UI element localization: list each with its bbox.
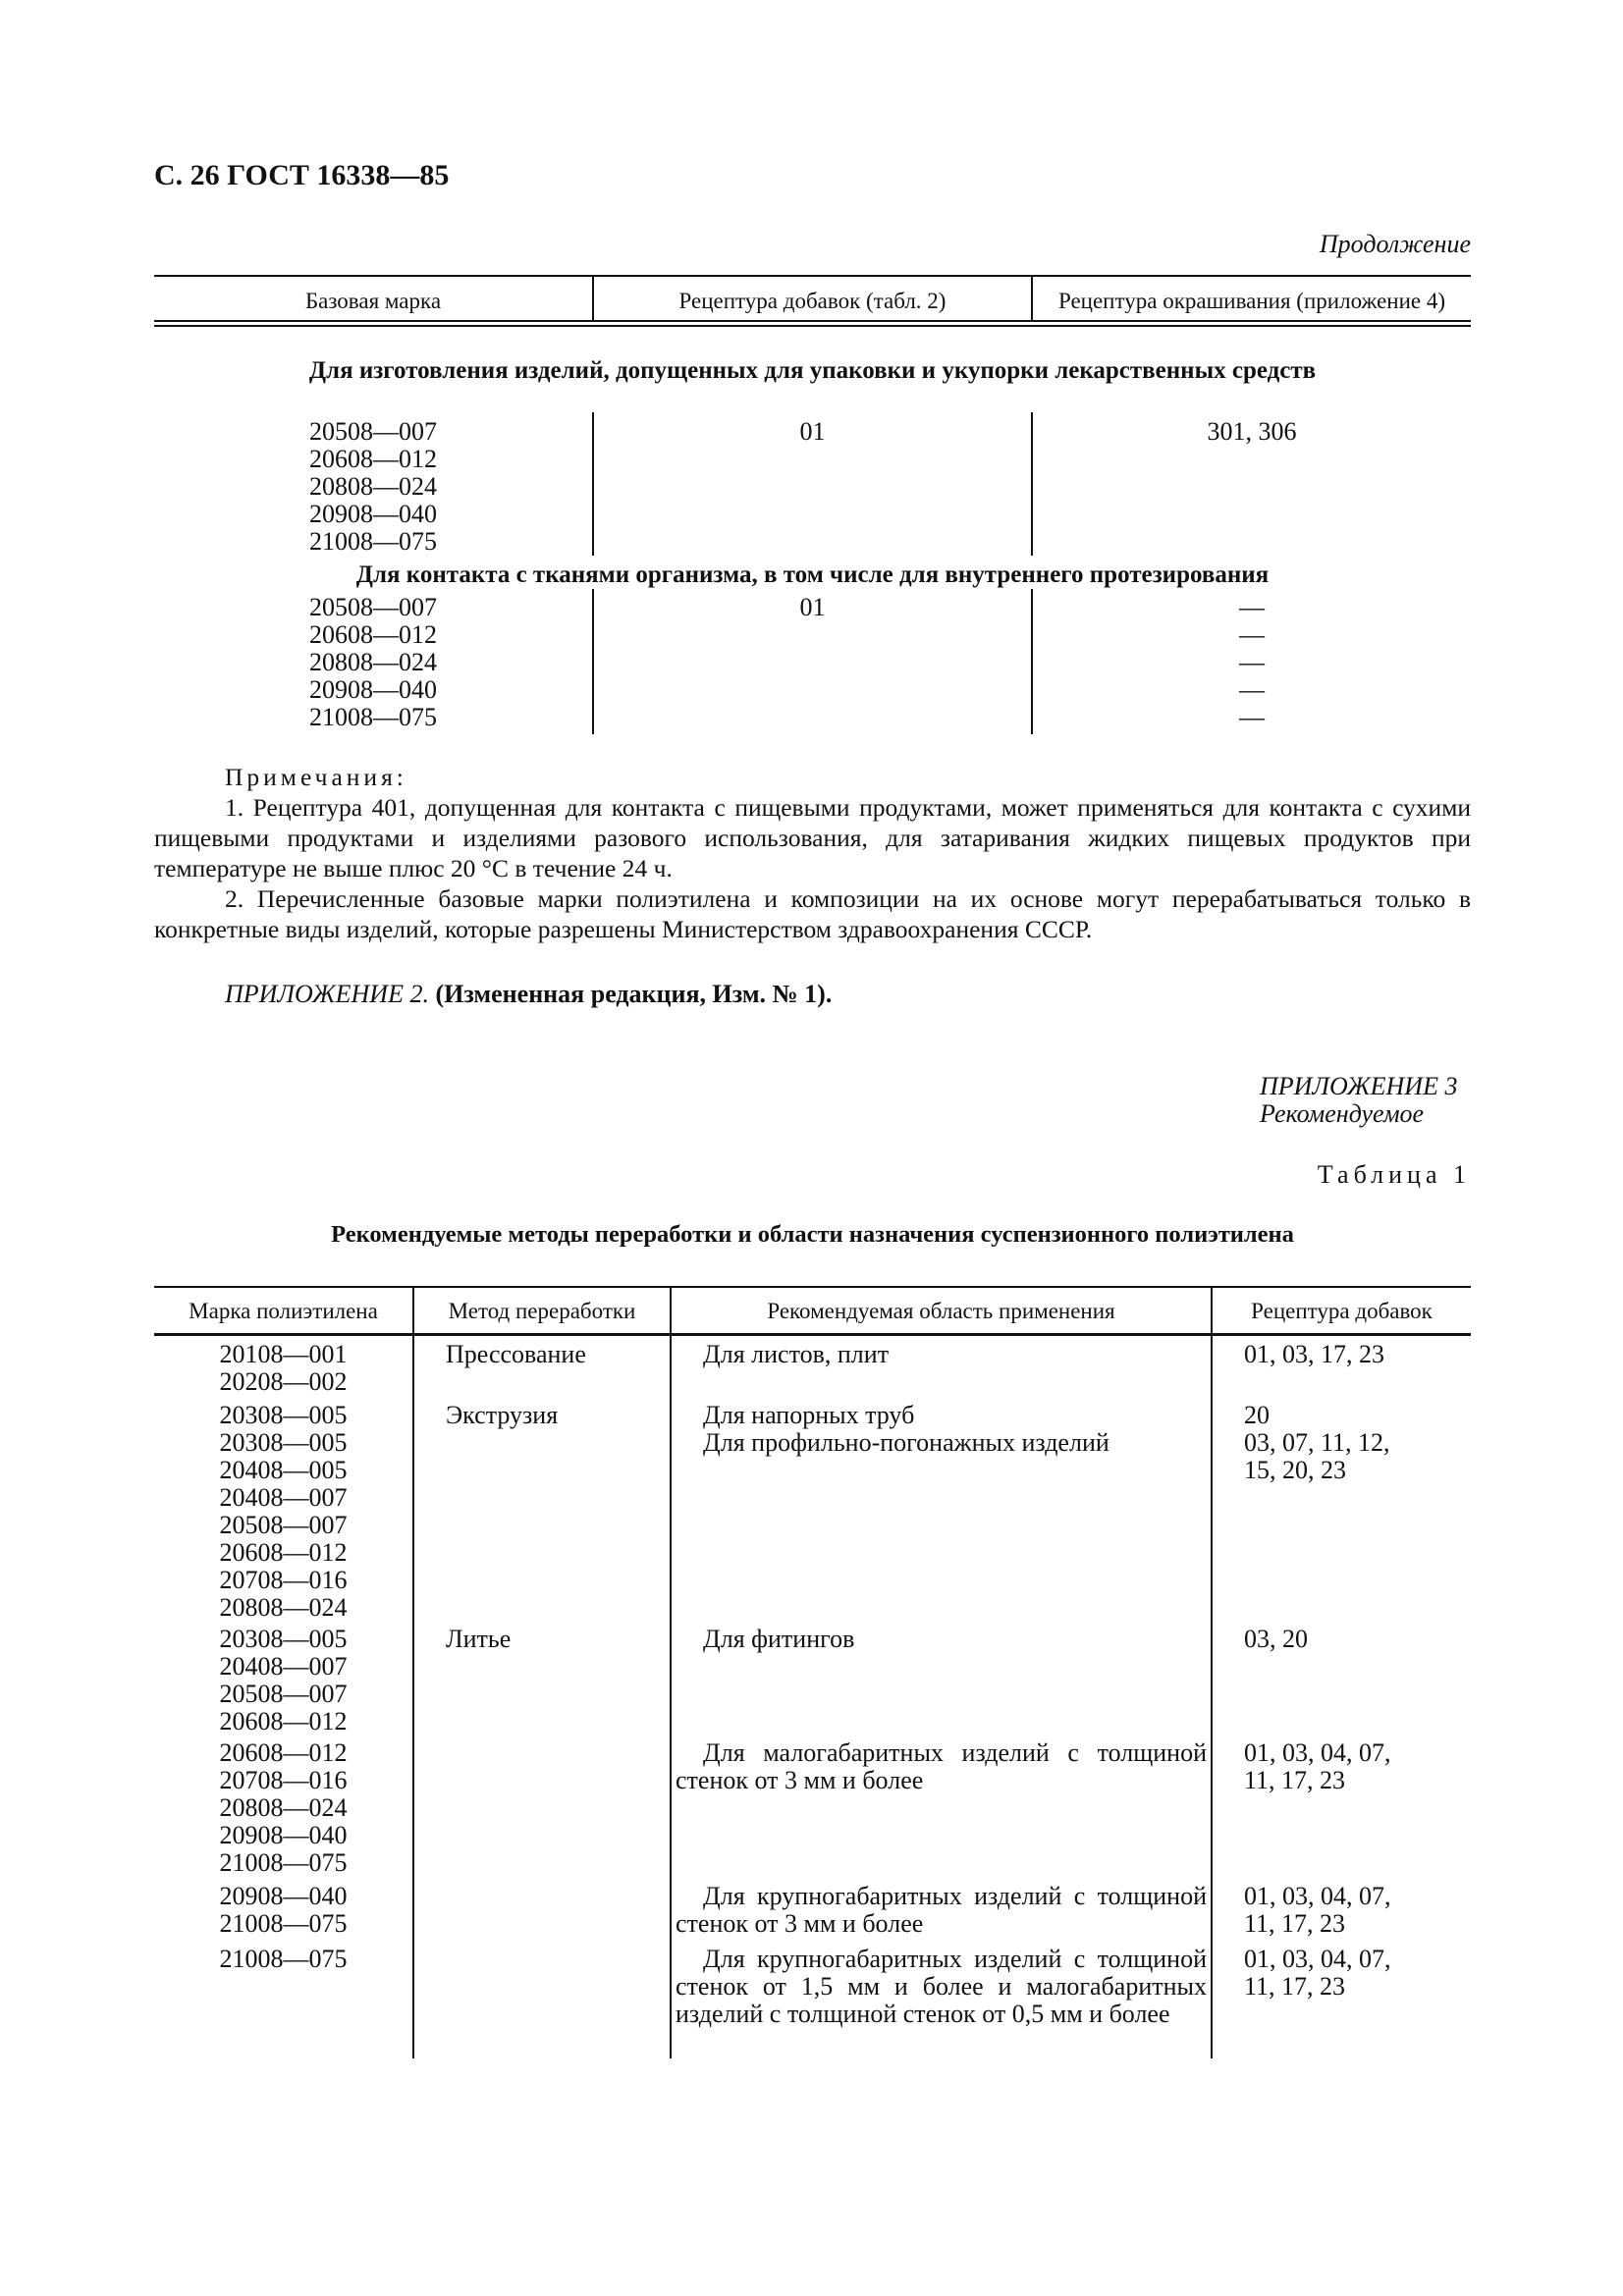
col-header-grade: Марка полиэтилена bbox=[189, 1299, 378, 1323]
section-title: Для контакта с тканями организма, в том числе для внутреннего протезирования bbox=[355, 561, 1270, 588]
table-header-rule bbox=[154, 325, 1471, 327]
appendix2-note bbox=[225, 980, 832, 1009]
col-header-additives: Рецептура добавок (табл. 2) bbox=[678, 289, 947, 313]
table-row-additives: 03, 20 bbox=[1244, 1625, 1308, 1653]
table-row-grades: 21008—075 bbox=[219, 1945, 348, 1973]
table-row-additives: 20 bbox=[1244, 1401, 1270, 1429]
grades-list: 20508—007 20608—012 20808—024 20908—040 21008—075 bbox=[309, 593, 437, 731]
table-label: Таблица 1 bbox=[1317, 1160, 1471, 1189]
appendix3-subtitle: Рекомендуемое bbox=[1260, 1099, 1425, 1128]
table-row-use: Для крупногабаритных изделий с толщиной стенок от 1,5 мм и более и малогабаритных изделий с толщиной стенок от 0,5 мм и более bbox=[676, 1945, 1207, 2028]
additives-value: 01 bbox=[799, 593, 826, 621]
continuation-label: Продолжение bbox=[1319, 230, 1471, 258]
col-header-additives: Рецептура добавок bbox=[1251, 1299, 1433, 1323]
col-header-use: Рекомендуемая область применения bbox=[767, 1299, 1115, 1323]
table-row-method: Литье bbox=[446, 1625, 512, 1653]
appendix2-label: ПРИЛОЖЕНИЕ 2. bbox=[225, 980, 429, 1008]
table-row-additives: 01, 03, 04, 07, 11, 17, 23 bbox=[1244, 1945, 1391, 2001]
note-item: 2. Перечисленные базовые марки полиэтилена и композиции на их основе могут перерабатываться только в конкретные виды изделий, которые разрешены Министерством здравоохранения СССР. bbox=[154, 884, 1471, 943]
col-header-method: Метод переработки bbox=[448, 1299, 636, 1323]
table2-divider bbox=[670, 1286, 672, 2058]
table-row-grades: 20908—040 21008—075 bbox=[219, 1882, 348, 1938]
notes-block bbox=[154, 762, 1471, 944]
table-row-additives: 03, 07, 11, 12, 15, 20, 23 bbox=[1244, 1428, 1390, 1484]
table2-header-rule bbox=[154, 1333, 1471, 1336]
table-row-additives: 01, 03, 17, 23 bbox=[1244, 1340, 1384, 1368]
table-row-grades: 20108—001 20208—002 bbox=[219, 1340, 348, 1396]
section-title: Для изготовления изделий, допущенных для упаковки и укупорки лекарственных средств bbox=[308, 357, 1317, 384]
table-row-use: Для крупногабаритных изделий с толщиной стенок от 3 мм и более bbox=[676, 1882, 1207, 1938]
table2-top-rule bbox=[154, 1286, 1471, 1288]
table-row-grades: 20308—005 20408—007 20508—007 20608—012 bbox=[219, 1625, 348, 1735]
col-header-coloring: Рецептура окрашивания (приложение 4) bbox=[1057, 289, 1446, 313]
table2-divider bbox=[412, 1286, 414, 2058]
appendix3-heading bbox=[1260, 1073, 1457, 1128]
appendix3-title: ПРИЛОЖЕНИЕ 3 bbox=[1260, 1072, 1458, 1100]
page-header: С. 26 ГОСТ 16338—85 bbox=[154, 159, 450, 191]
table-row-grades: 20608—012 20708—016 20808—024 20908—040 21008—075 bbox=[219, 1738, 348, 1877]
notes-heading: Примечания: bbox=[225, 763, 407, 791]
table-row-use: Для профильно-погонажных изделий bbox=[703, 1428, 1109, 1457]
table-row-use: Для малогабаритных изделий с толщиной стенок от 3 мм и более bbox=[676, 1738, 1207, 1794]
table-row-method: Прессование bbox=[446, 1340, 586, 1368]
grades-list: 20508—007 20608—012 20808—024 20908—040 21008—075 bbox=[309, 417, 437, 556]
additives-value: 01 bbox=[799, 417, 826, 446]
table-row-grades: 20308—005 20408—005 20408—007 20508—007 20608—012 20708—016 20808—024 bbox=[219, 1428, 348, 1622]
appendix2-text: (Измененная редакция, Изм. № 1). bbox=[435, 980, 833, 1008]
coloring-value: 301, 306 bbox=[1207, 417, 1297, 446]
table-row-additives: 01, 03, 04, 07, 11, 17, 23 bbox=[1244, 1738, 1391, 1794]
table-row-grades: 20308—005 bbox=[219, 1401, 348, 1429]
table-row-use: Для напорных труб bbox=[703, 1401, 915, 1429]
table-row-use: Для листов, плит bbox=[703, 1340, 890, 1368]
col-header-base-grade: Базовая марка bbox=[304, 289, 442, 313]
table-row-method: Экструзия bbox=[446, 1401, 559, 1429]
table-top-rule bbox=[154, 275, 1471, 277]
table-header-rule bbox=[154, 320, 1471, 322]
coloring-value: — — — — — bbox=[1239, 593, 1265, 731]
table-row-additives: 01, 03, 04, 07, 11, 17, 23 bbox=[1244, 1882, 1391, 1938]
table2-divider bbox=[1211, 1286, 1213, 2058]
table-row-use: Для фитингов bbox=[703, 1625, 855, 1653]
table-title: Рекомендуемые методы переработки и области назначения суспензионного полиэтилена bbox=[331, 1221, 1294, 1248]
note-item: 1. Рецептура 401, допущенная для контакта с пищевыми продуктами, может применяться для контакта с сухими пищевыми продуктами и изделиями разового использования, для затаривания жидких пищевых продуктов при температуре не выше плюс 20 °С в течение 24 ч. bbox=[154, 793, 1471, 882]
